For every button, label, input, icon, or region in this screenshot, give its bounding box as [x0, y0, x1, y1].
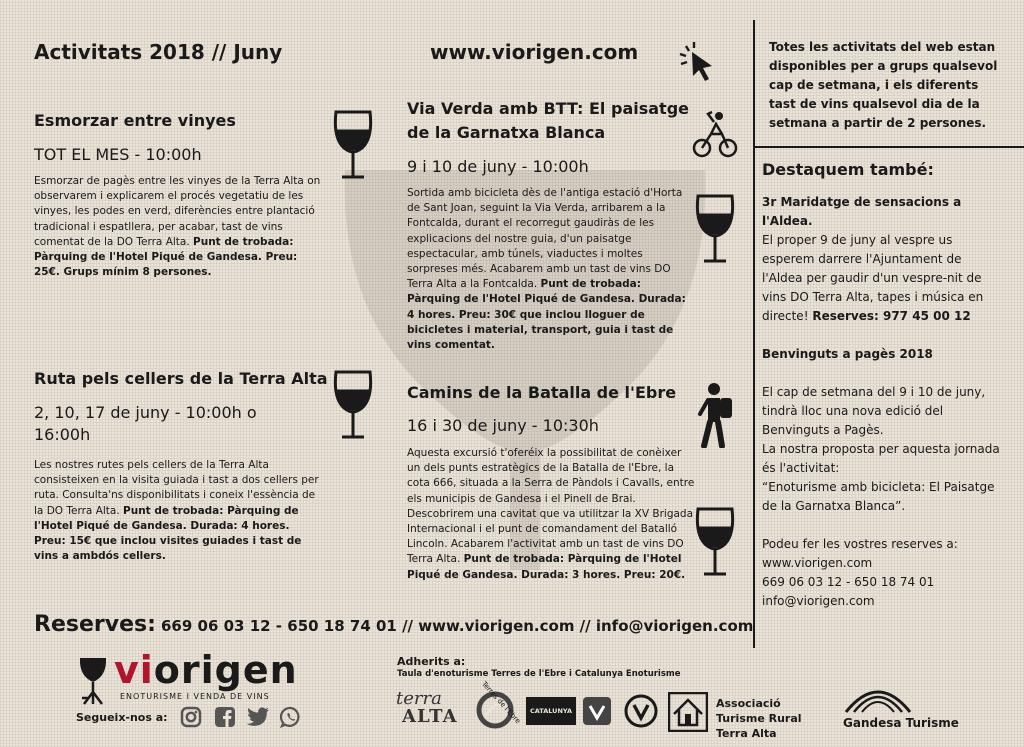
event-body	[762, 231, 1002, 326]
checkmark-badge-icon	[582, 696, 612, 726]
gandesa-turisme-logo: Gandesa Turisme	[843, 716, 959, 730]
page-title: Activitats 2018 // Juny	[34, 40, 283, 64]
cursor-click-icon	[672, 40, 720, 84]
activity-title: Esmorzar entre vinyes	[34, 111, 236, 130]
wine-glass-icon	[690, 192, 740, 266]
reserves-contact: 669 06 03 12 - 650 18 74 01 // www.viorigen.com // info@viorigen.com	[160, 617, 754, 635]
vine-logo-icon	[76, 656, 110, 706]
activity-description-text: Les nostres rutes pels cellers de la Terra Alta consisteixen en la visita guiada i tast a dos cellers per ruta. Consulta'ns disponibilitats i coneix l'essència de la DO Terra Alta.	[34, 459, 319, 517]
facebook-icon[interactable]	[214, 706, 236, 728]
activity-when: 9 i 10 de juny - 10:00h	[407, 157, 589, 176]
event-body: La nostra proposta per aquesta jornada és l'activitat:	[762, 442, 1000, 475]
follow-label: Segueix-nos a:	[76, 711, 168, 724]
terra-alta-logo	[396, 690, 458, 726]
activity-details: Punt de trobada: Pàrquing de l'Hotel Piqué de Gandesa. Preu: 25€. Grups mínim 8 persones.	[34, 235, 298, 279]
column-divider	[753, 20, 755, 648]
activity-description	[34, 458, 324, 564]
terres-ebre-logo-text: Terres de l'Ebre	[480, 680, 522, 726]
hiker-icon	[694, 382, 738, 448]
availability-notice: Totes les activitats del web estan disponibles per a grups qualsevol cap de setmana, i els diferents tast de vins qualsevol dia de la setmana a partir de 2 persones.	[769, 40, 998, 130]
activity-description-text: Aquesta excursió t'oferéix la possibilitat de conèixer un dels punts estratègics de la Batalla de l'Ebre, la cota 666, situada a la Serra de Pàndols i Cavalls, entre els municipis de Gandesa i el Pinell de Brai. Descobrirem una cavitat que va utilitzar la XV Brigada Internacional i el punt de comandament del Batalló Lincoln. Acabarem l'activitat amb un tast de vins DO Terra Alta.	[407, 447, 695, 566]
activity-description-text: Sortida amb bicicleta dès de l'antiga estació d'Horta de Sant Joan, seguint la Via Verda, arribarem a la Fontcalda, durant el recorregut gaudiràs de les explicacions del nostre guia, d'un paisatge espectacular, amb túnels, viaductes i moltes sorpreses més. Acabarem amb un tast de vins DO Terra Alta a la Fontcalda.	[407, 187, 683, 291]
activity-description-text: Esmorzar de pagès entre les vinyes de la Terra Alta on observarem i explicarem el procés vegetatiu de les vinyes, les podes en verd, diferències entre plantació tradicional i espatllera, per acabar, tast de vins comentat de la DO Terra Alta.	[34, 175, 321, 248]
activity-description	[407, 186, 695, 353]
reserves-line	[34, 612, 753, 637]
v-circle-logo-icon	[624, 694, 658, 728]
reserves-label: Reserves:	[34, 612, 156, 637]
whatsapp-icon[interactable]	[280, 706, 302, 728]
activity-when: 2, 10, 17 de juny - 10:00h o 16:00h	[34, 403, 257, 444]
event-activity: “Enoturisme amb bicicleta: El Paisatge de la Garnatxa Blanca”.	[762, 480, 995, 513]
catalunya-logo: CATALUNYA	[526, 697, 576, 725]
cyclist-icon	[692, 110, 738, 160]
gandesa-arches-logo-icon	[842, 680, 914, 714]
activity-details: Punt de trobada: Pàrquing de l'Hotel Piqué de Gandesa. Durada: 4 hores. Preu: 15€ que inclou visites guiades i tast de vins a ambdós cellers.	[34, 504, 302, 563]
brand-origen: origen	[153, 648, 298, 692]
sidebar-events	[762, 193, 1002, 611]
activity-details: Punt de trobada: Pàrquing de l'Hotel Piqué de Gandesa. Durada: 3 hores. Preu: 20€.	[407, 553, 686, 581]
event-title: Benvinguts a pagès 2018	[762, 347, 933, 361]
activity-details: Punt de trobada: Pàrquing de l'Hotel Piqué de Gandesa. Durada: 4 hores. Preu: 30€ que inclou lloguer de bicicletes i material, transport, guia i tast de vins comentat.	[407, 278, 686, 352]
event-reserve-phone: Reserves: 977 45 00 12	[812, 309, 971, 323]
booking-intro: Podeu fer les vostres reserves a:	[762, 537, 958, 551]
activity-description	[34, 174, 322, 280]
booking-phones: 669 06 03 12 - 650 18 74 01	[762, 575, 935, 589]
twitter-icon[interactable]	[246, 707, 270, 727]
instagram-icon[interactable]	[180, 706, 202, 728]
activity-title: Ruta pels cellers de la Terra Alta	[34, 369, 328, 388]
activity-when: 16 i 30 de juny - 10:30h	[407, 416, 599, 435]
adherits-text: Taula d'enoturisme Terres de l'Ebre i Catalunya Enoturisme	[397, 669, 681, 679]
activity-when: TOT EL MES - 10:00h	[34, 145, 202, 164]
house-logo-icon	[668, 692, 708, 732]
event-body-text: El proper 9 de juny al vespre us esperem darrere l'Ajuntament de l'Aldea per gaudir d'un vespre-nit de vins DO Terra Alta, tapes i música en directe!	[762, 233, 984, 323]
event-title: 3r Maridatge de sensacions a l'Aldea.	[762, 195, 962, 228]
sidebar-rule	[755, 146, 1024, 148]
activity-title: Via Verda amb BTT: El paisatge de la Garnatxa Blanca	[407, 99, 689, 142]
highlight-title: Destaquem també:	[762, 160, 934, 179]
wine-glass-icon	[328, 108, 378, 182]
brand-vi: vi	[114, 648, 154, 692]
brand-tagline: ENOTURISME I VENDA DE VINS	[120, 692, 270, 701]
wine-glass-icon	[328, 368, 378, 442]
wine-glass-icon	[690, 505, 740, 579]
terra-alta-logo-bottom: ALTA	[402, 706, 458, 727]
activity-description	[407, 446, 697, 583]
booking-email-link[interactable]: info@viorigen.com	[762, 594, 875, 608]
booking-website-link[interactable]: www.viorigen.com	[762, 556, 873, 570]
assoc-name: Associació Turisme Rural Terra Alta	[716, 697, 802, 740]
terra-alta-logo-top: terra	[396, 688, 442, 709]
activity-title: Camins de la Batalla de l'Ebre	[407, 383, 677, 402]
adherits-title: Adherits a:	[397, 655, 466, 668]
website-link[interactable]: www.viorigen.com	[430, 40, 639, 64]
event-body: El cap de setmana del 9 i 10 de juny, tindrà lloc una nova edició del Benvinguts a Pagès.	[762, 385, 986, 437]
brand-logo	[114, 648, 298, 692]
